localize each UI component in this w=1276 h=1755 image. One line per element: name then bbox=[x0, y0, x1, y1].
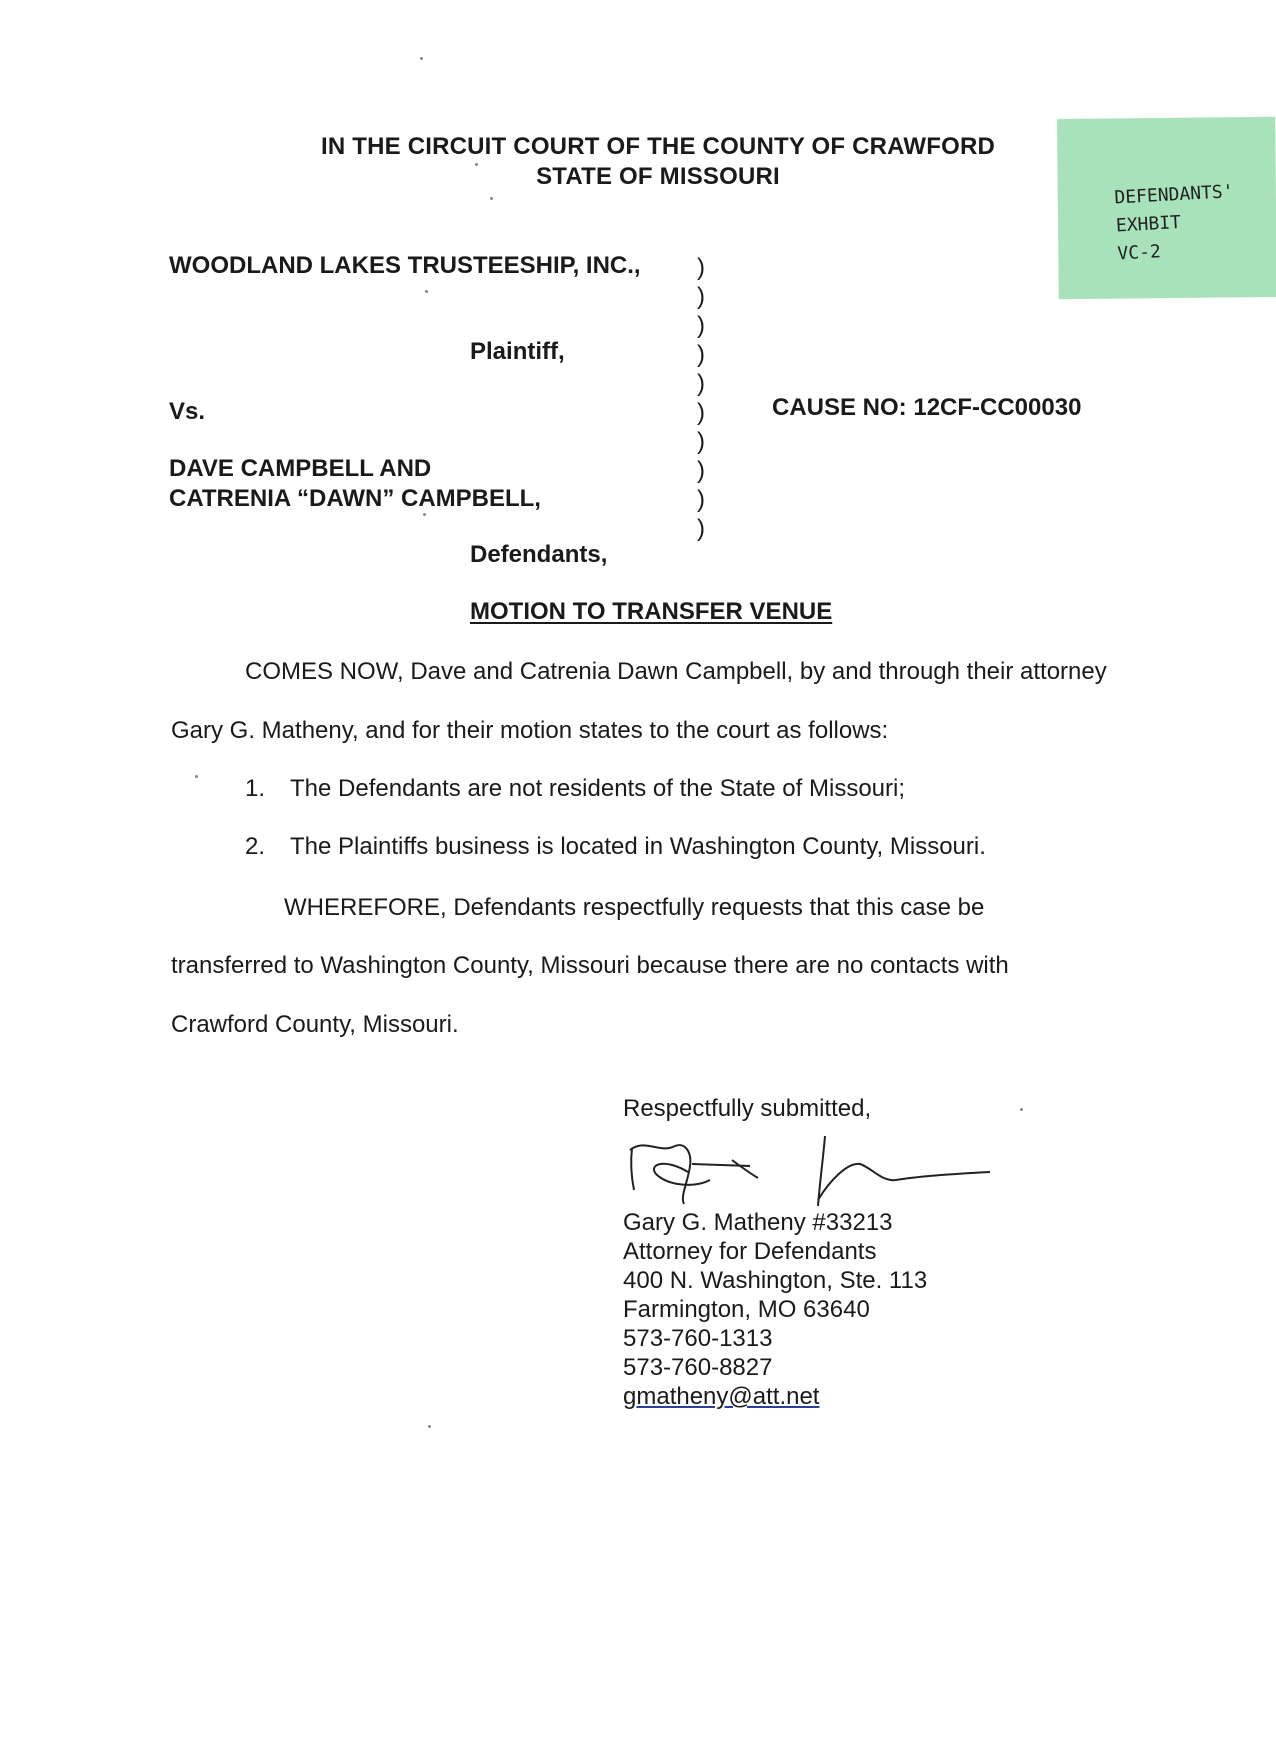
defendant-line1: DAVE CAMPBELL AND bbox=[169, 455, 432, 482]
scan-speck bbox=[428, 1425, 431, 1428]
attorney-address2: Farmington, MO 63640 bbox=[623, 1296, 870, 1323]
attorney-address1: 400 N. Washington, Ste. 113 bbox=[623, 1267, 928, 1294]
paren: ) bbox=[697, 486, 705, 513]
attorney-phone1: 573-760-1313 bbox=[623, 1325, 773, 1352]
scan-speck bbox=[475, 163, 478, 166]
exhibit-line1: DEFENDANTS' bbox=[1113, 181, 1235, 209]
court-header-line2: STATE OF MISSOURI bbox=[536, 163, 780, 190]
paren: ) bbox=[697, 515, 705, 542]
list-item bbox=[245, 832, 986, 862]
handwritten-signature bbox=[620, 1130, 1000, 1210]
exhibit-sticker bbox=[1057, 117, 1276, 299]
closing: Respectfully submitted, bbox=[623, 1095, 872, 1122]
paren: ) bbox=[697, 370, 705, 397]
paren: ) bbox=[697, 254, 705, 281]
attorney-info bbox=[623, 1208, 927, 1411]
defendant-line2: CATRENIA “DAWN” CAMPBELL, bbox=[169, 485, 541, 512]
scan-speck bbox=[423, 513, 426, 516]
versus-label: Vs. bbox=[169, 398, 206, 425]
attorney-phone2: 573-760-8827 bbox=[623, 1354, 773, 1381]
caption-parentheses bbox=[697, 253, 705, 543]
list-item bbox=[245, 774, 905, 804]
paren: ) bbox=[697, 341, 705, 368]
scan-speck bbox=[425, 290, 428, 293]
plaintiff-name: WOODLAND LAKES TRUSTEESHIP, INC., bbox=[169, 252, 641, 279]
scan-speck bbox=[195, 775, 198, 778]
exhibit-line2: EXHBIT bbox=[1115, 211, 1182, 237]
paren: ) bbox=[697, 312, 705, 339]
scan-speck bbox=[420, 57, 423, 60]
plaintiff-label: Plaintiff, bbox=[470, 338, 565, 365]
wherefore-line1: WHEREFORE, Defendants respectfully requests that this case be bbox=[284, 894, 985, 921]
exhibit-line3: VC-2 bbox=[1116, 241, 1162, 265]
exhibit-label bbox=[1114, 178, 1238, 268]
list-item-text: The Defendants are not residents of the State of Missouri; bbox=[290, 775, 905, 802]
paren: ) bbox=[697, 399, 705, 426]
paren: ) bbox=[697, 457, 705, 484]
scan-speck bbox=[1020, 1108, 1023, 1111]
list-item-number: 1. bbox=[245, 775, 266, 802]
list-item-text: The Plaintiffs business is located in Washington County, Missouri. bbox=[290, 833, 986, 860]
attorney-email-link[interactable]: gmatheny@att.net bbox=[623, 1383, 820, 1410]
wherefore-line2: transferred to Washington County, Missouri because there are no contacts with bbox=[171, 952, 1009, 979]
list-item-number: 2. bbox=[245, 833, 266, 860]
intro-line2: Gary G. Matheny, and for their motion states to the court as follows: bbox=[171, 717, 889, 744]
court-header-line1: IN THE CIRCUIT COURT OF THE COUNTY OF CRAWFORD bbox=[320, 133, 996, 160]
attorney-title: Attorney for Defendants bbox=[623, 1238, 877, 1265]
intro-line1: COMES NOW, Dave and Catrenia Dawn Campbell, by and through their attorney bbox=[245, 658, 1107, 685]
scan-speck bbox=[490, 197, 493, 200]
motion-title: MOTION TO TRANSFER VENUE bbox=[470, 598, 833, 625]
paren: ) bbox=[697, 428, 705, 455]
cause-number: CAUSE NO: 12CF-CC00030 bbox=[772, 394, 1082, 421]
wherefore-line3: Crawford County, Missouri. bbox=[171, 1011, 459, 1038]
defendant-label: Defendants, bbox=[470, 541, 608, 568]
attorney-name: Gary G. Matheny #33213 bbox=[623, 1209, 893, 1236]
paren: ) bbox=[697, 283, 705, 310]
